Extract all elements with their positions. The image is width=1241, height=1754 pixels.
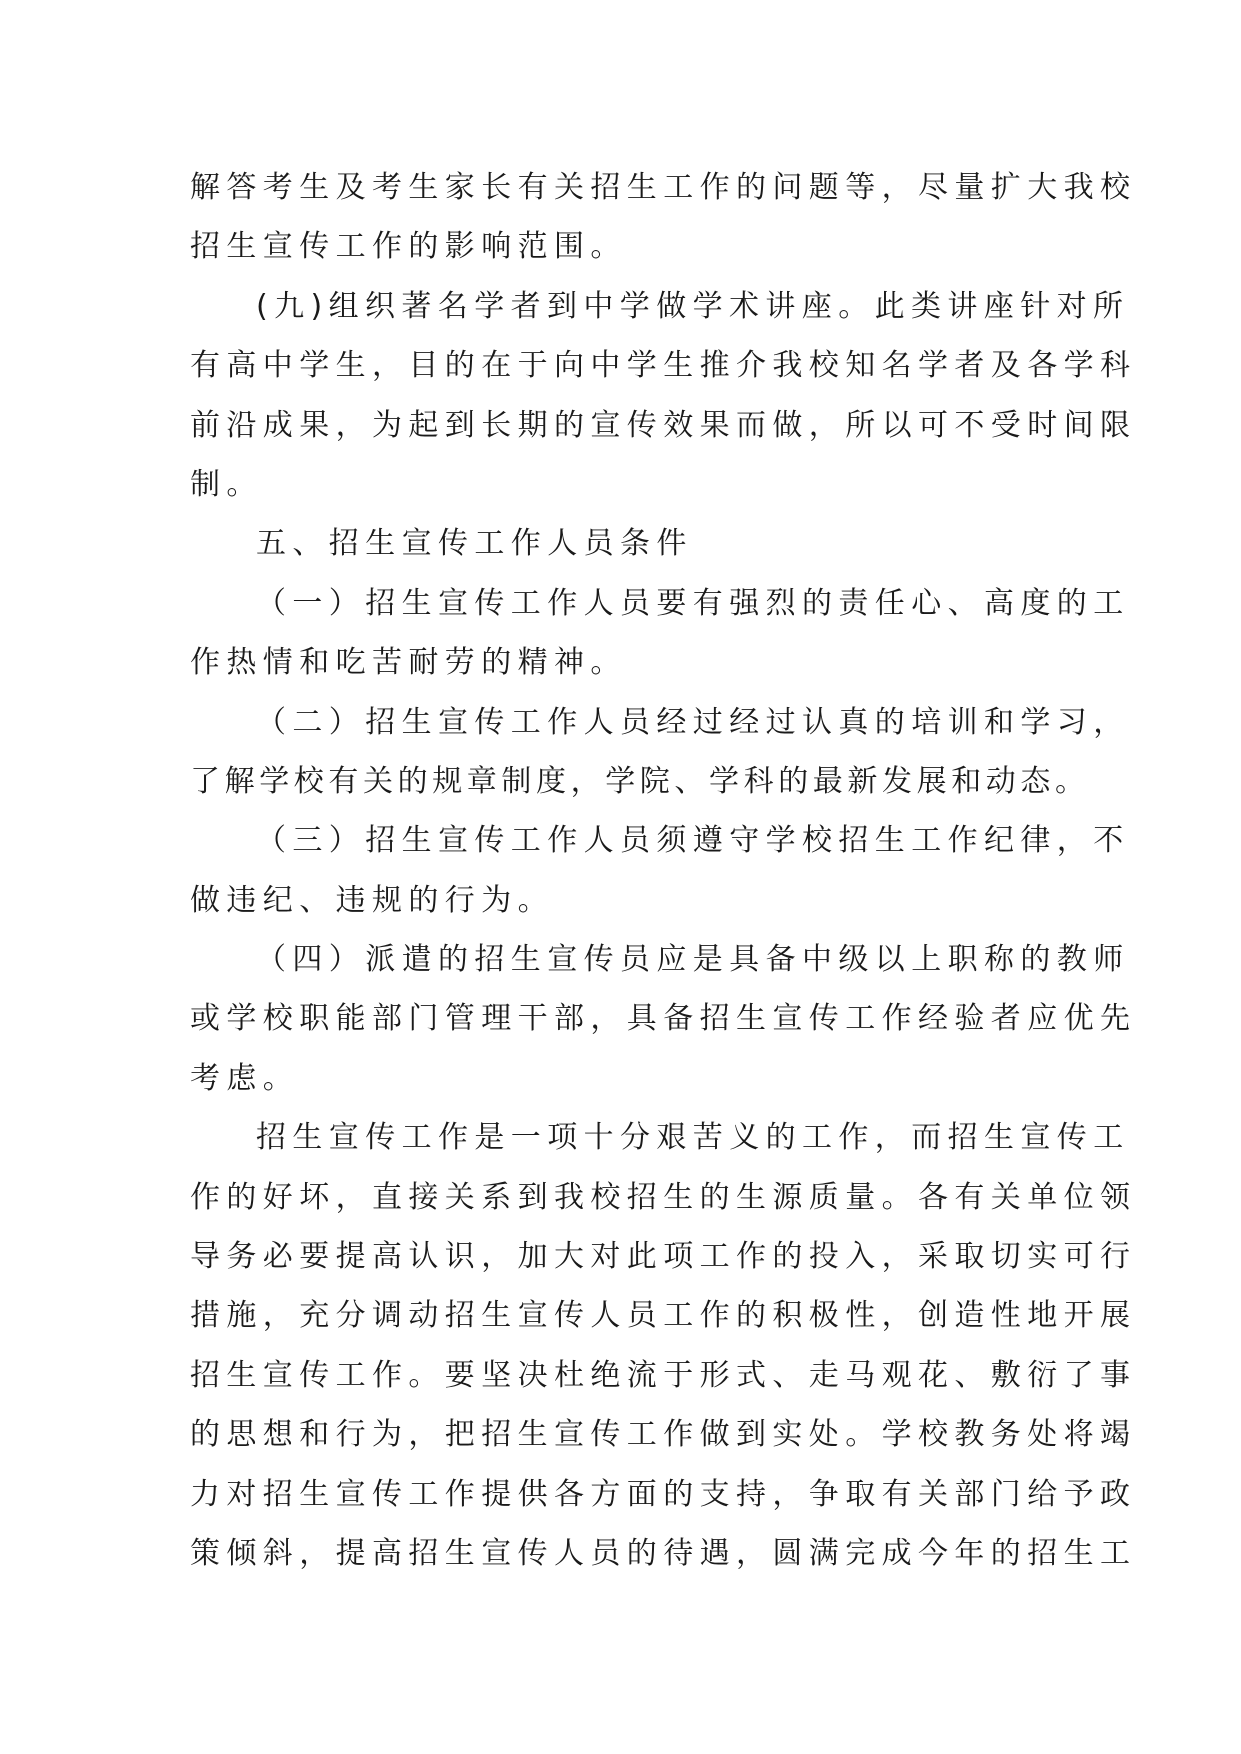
text-line: 制。 [190, 466, 263, 502]
text-line: 招生宣传工作的影响范围。 [190, 229, 627, 265]
paragraph-start-line: （四）派遣的招生宣传员应是具备中级以上职称的教师 [256, 942, 1130, 978]
text-line: 措施，充分调动招生宣传人员工作的积极性，创造性地开展 [190, 1298, 1137, 1334]
text-line: 做违纪、违规的行为。 [190, 882, 554, 918]
section-heading: 五、招生宣传工作人员条件 [256, 526, 693, 562]
text-line: 作热情和吃苦耐劳的精神。 [190, 645, 627, 681]
paragraph-start-line: （一）招生宣传工作人员要有强烈的责任心、高度的工 [256, 585, 1130, 621]
text-line: 了解学校有关的规章制度，学院、学科的最新发展和动态。 [190, 763, 1090, 799]
text-line: 的思想和行为，把招生宣传工作做到实处。学校教务处将竭 [190, 1417, 1137, 1453]
paragraph-start-line: （二）招生宣传工作人员经过经过认真的培训和学习， [256, 704, 1130, 740]
text-line: 招生宣传工作。要坚决杜绝流于形式、走马观花、敷衍了事 [190, 1357, 1137, 1393]
text-line: 策倾斜，提高招生宣传人员的待遇，圆满完成今年的招生工 [190, 1535, 1137, 1571]
document-body [190, 158, 1137, 1583]
text-line: 前沿成果，为起到长期的宣传效果而做，所以可不受时间限 [190, 407, 1137, 443]
paragraph-start-line: （三）招生宣传工作人员须遵守学校招生工作纪律，不 [256, 823, 1130, 859]
text-line: 作的好坏，直接关系到我校招生的生源质量。各有关单位领 [190, 1179, 1137, 1215]
text-line: 有高中学生，目的在于向中学生推介我校知名学者及各学科 [190, 348, 1137, 384]
text-line: 考虑。 [190, 1060, 300, 1096]
text-line: 力对招生宣传工作提供各方面的支持，争取有关部门给予政 [190, 1476, 1137, 1512]
text-line: 或学校职能部门管理干部，具备招生宣传工作经验者应优先 [190, 1001, 1137, 1037]
paragraph-start-line: 招生宣传工作是一项十分艰苦义的工作，而招生宣传工 [256, 1120, 1130, 1156]
text-line: 解答考生及考生家长有关招生工作的问题等，尽量扩大我校 [190, 170, 1137, 205]
text-line: 导务必要提高认识，加大对此项工作的投入，采取切实可行 [190, 1239, 1137, 1275]
paragraph-start-line: (九)组织著名学者到中学做学术讲座。此类讲座针对所 [256, 288, 1130, 324]
